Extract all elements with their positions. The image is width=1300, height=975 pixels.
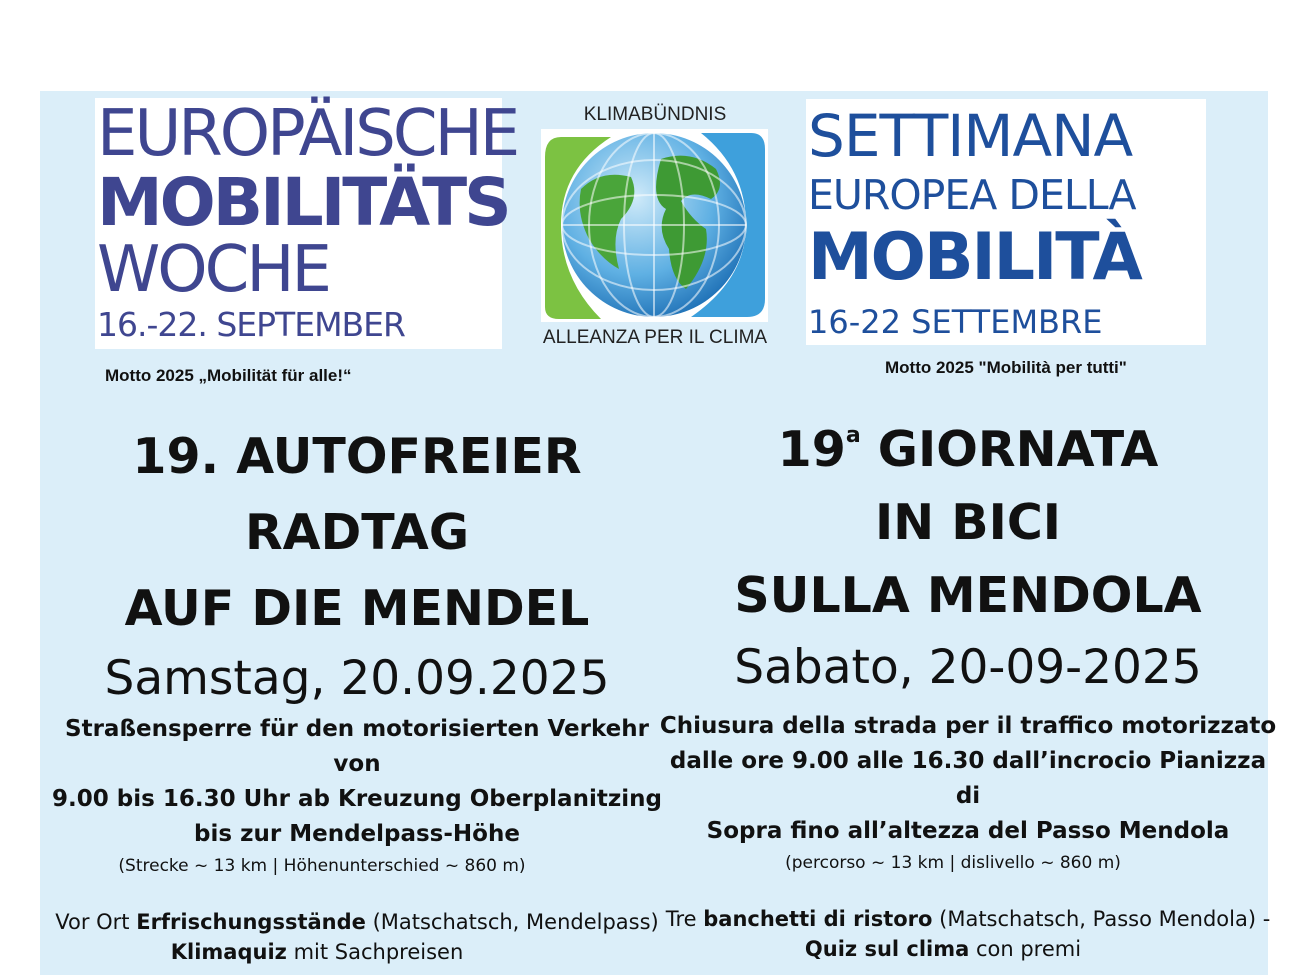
de-info-line2: [0, 937, 674, 967]
de-title-line3: AUF DIE MENDEL: [124, 580, 590, 637]
globe-icon: [541, 129, 768, 322]
de-logo-line2: MOBILITÄTS: [97, 164, 509, 241]
it-date: Sabato, 20-09-2025: [734, 640, 1202, 695]
de-info1-pre: Vor Ort: [55, 910, 137, 934]
climate-alliance-subtitle: ALLEANZA PER IL CLIMA: [542, 327, 768, 348]
de-desc-line3: bis zur Mendelpass-Höhe: [194, 821, 520, 847]
it-title-num: 19: [777, 421, 846, 478]
it-info1-post: (Matschatsch, Passo Mendola) -: [932, 907, 1271, 931]
de-logo-line4: 16.-22. SEPTEMBER: [97, 305, 405, 344]
de-info1-bold: Erfrischungsstände: [136, 910, 366, 934]
it-info1-pre: Tre: [665, 907, 704, 931]
motto-de: Motto 2025 „Mobilität für alle!“: [105, 366, 352, 385]
de-desc-line2: 9.00 bis 16.30 Uhr ab Kreuzung Oberplanitzing: [52, 786, 662, 812]
it-info2-post: con premi: [969, 937, 1082, 961]
motto-it: Motto 2025 "Mobilità per tutti": [885, 358, 1127, 377]
it-title-sup: a: [845, 423, 861, 448]
it-mobility-week-logo: [806, 99, 1206, 345]
de-title-line2: RADTAG: [244, 504, 470, 561]
it-desc-line3: Sopra fino all’altezza del Passo Mendola: [706, 818, 1230, 844]
it-desc-line2: dalle ore 9.00 alle 16.30 dall’incrocio Pianizza di: [669, 748, 1267, 809]
it-info-line1: [654, 904, 1282, 934]
de-info1-post: (Matschatsch, Mendelpass): [365, 910, 659, 934]
it-logo-line2: EUROPEA DELLA: [808, 171, 1136, 219]
de-info-line1: [40, 907, 674, 937]
climate-alliance-title: KLIMABÜNDNIS: [583, 104, 727, 125]
de-info2-bold: Klimaquiz: [170, 940, 287, 964]
de-info2-post: mit Sachpreisen: [286, 940, 464, 964]
de-mobility-week-logo: [95, 97, 518, 349]
de-description: [40, 712, 674, 852]
de-logo-line3: WOCHE: [97, 233, 329, 307]
it-description: [654, 709, 1282, 849]
de-date: Samstag, 20.09.2025: [104, 651, 610, 706]
it-title-line2: IN BICI: [874, 494, 1062, 551]
german-column: [40, 428, 674, 967]
it-info1-bold: banchetti di ristoro: [703, 907, 933, 931]
it-logo-line4: 16-22 SETTEMBRE: [808, 303, 1103, 341]
it-info-line2: [604, 934, 1282, 964]
de-route-info: (Strecke ~ 13 km | Höhenunterschied ~ 860 m): [118, 856, 526, 876]
it-desc-line1: Chiusura della strada per il traffico motorizzato: [659, 713, 1277, 739]
de-logo-line1: EUROPÄISCHE: [97, 97, 518, 171]
it-route-info: (percorso ~ 13 km | dislivello ~ 860 m): [785, 853, 1121, 873]
it-logo-line1: SETTIMANA: [808, 102, 1133, 170]
it-info2-bold: Quiz sul clima: [804, 937, 970, 961]
it-title-line1: [654, 421, 1282, 478]
it-title-rest: GIORNATA: [860, 421, 1159, 478]
de-title-line1: 19. AUTOFREIER: [132, 428, 582, 485]
de-desc-line1: Straßensperre für den motorisierten Verkehr von: [65, 716, 649, 777]
italian-column: [654, 421, 1282, 964]
it-logo-line3: MOBILITÀ: [808, 220, 1141, 295]
it-title-line3: SULLA MENDOLA: [734, 567, 1202, 624]
